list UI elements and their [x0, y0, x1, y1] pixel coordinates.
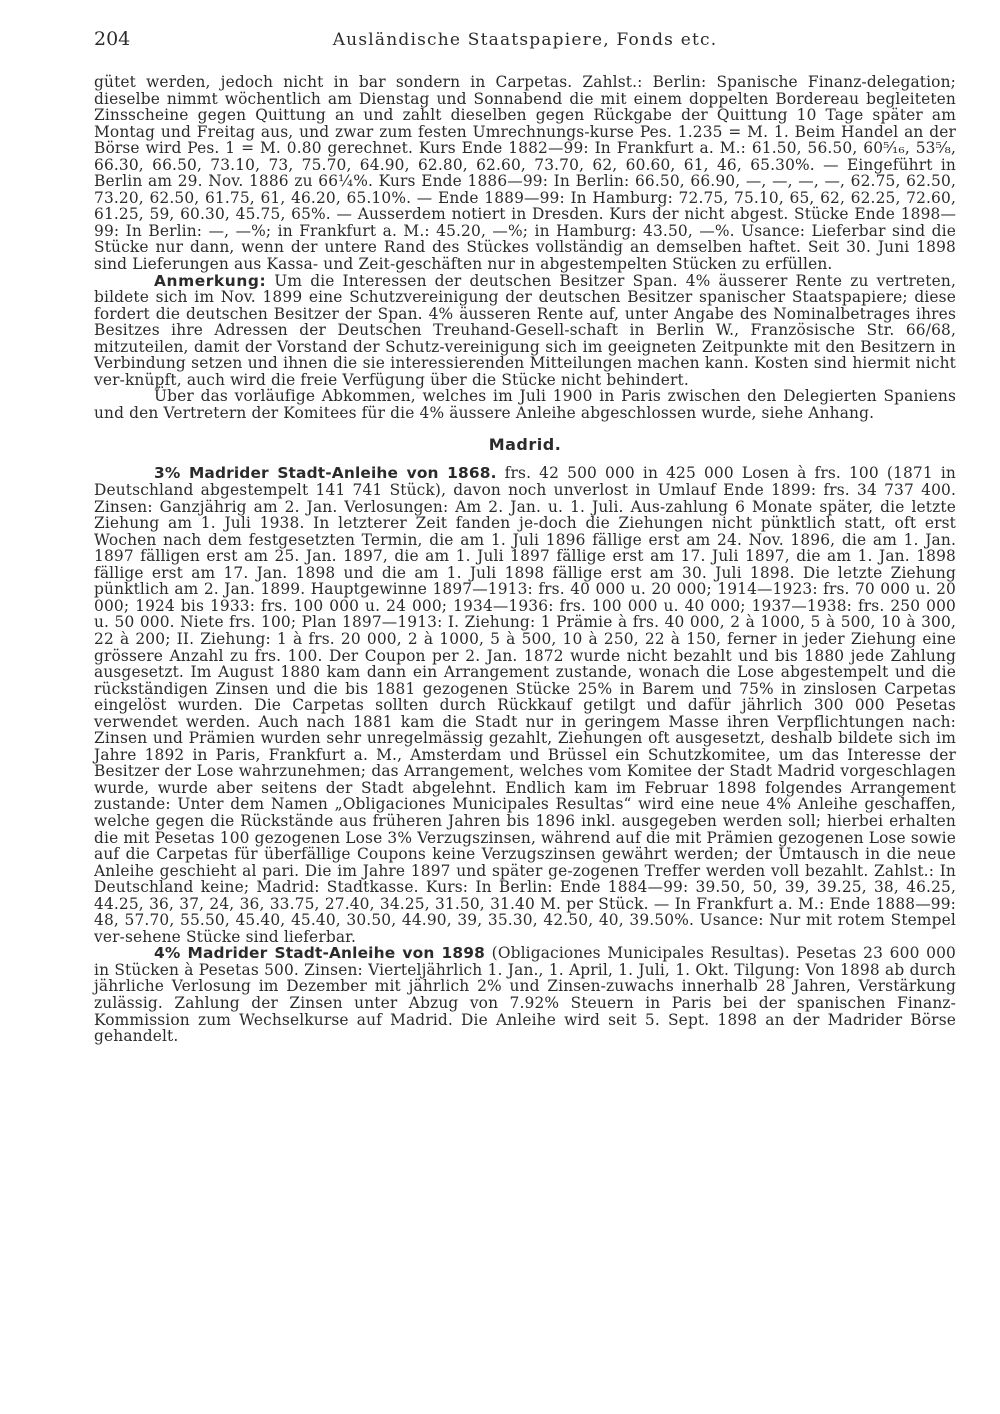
paragraph-note [94, 273, 956, 389]
section-heading-madrid: Madrid. [488, 435, 562, 455]
entry-title-1898: 4% Madrider Stadt-Anleihe von 1898 [154, 944, 485, 963]
running-title: Ausländische Staatspapiere, Fonds etc. [332, 30, 718, 50]
entry-text-1868: frs. 42 500 000 in 425 000 Losen à frs. 100 (1871 in Deutschland abgestempelt 141 741 Stück), davon noch unverlost in Umlauf Ende 1899: frs. 34 737 400. Zinsen: Ganzjährig am 2. Jan. Verlosungen: Am 2. Jan. u. 1. Juli. Aus-zahlung 6 Monate später, die letzte Ziehung am 1. Juli 1938. In letzterer Zeit fanden je-doch die Ziehungen nicht pünktlich statt, oft erst Wochen nach dem festgesetzten Termin, die am 1. Juli 1896 fällige erst am 24. Nov. 1896, die am 1. Jan. 1897 fälligen erst am 25. Jan. 1897, die am 1. Juli 1897 fällige erst am 17. Juli 1897, die am 1. Jan. 1898 fällige erst am 17. Jan. 1898 und die am 1. Juli 1898 fällige erst am 30. Juli 1898. Die letzte Ziehung pünktlich am 2. Jan. 1899. Hauptgewinne 1897—1913: frs. 40 000 u. 20 000; 1914—1923: frs. 70 000 u. 20 000; 1924 bis 1933: frs. 100 000 u. 24 000; 1934—1936: frs. 100 000 u. 40 000; 1937—1938: frs. 250 000 u. 50 000. Niete frs. 100; Plan 1897—1913: I. Ziehung: 1 Prämie à frs. 40 000, 2 à 1000, 5 à 500, 10 à 300, 22 à 200; II. Ziehung: 1 à frs. 20 000, 2 à 1000, 5 à 500, 10 à 250, 22 à 150, ferner in jeder Ziehung eine grössere Anzahl zu frs. 100. Der Coupon per 2. Jan. 1872 wurde nicht bezahlt und bis 1880 jede Zahlung ausgesetzt. Im August 1880 kam dann ein Arrangement zustande, wonach die Lose abgestempelt und die rückständigen Zinsen und die bis 1881 gezogenen Stücke 25% in Barem und 75% in zinslosen Carpetas eingelöst wurden. Die Carpetas sollten durch Rückkauf getilgt und dafür jährlich 300 000 Pesetas verwendet werden. Auch nach 1881 kam die Stadt nur in geringem Masse ihren Verpflichtungen nach: Zinsen und Prämien wurden sehr unregelmässig gezahlt, Ziehungen oft ausgesetzt, deshalb bildete sich im Jahre 1892 in Paris, Frankfurt a. M., Amsterdam und Brüssel ein Schutzkomitee, um das Interesse der Besitzer der Lose wahrzunehmen; das Arrangement, welches vom Komitee der Stadt Madrid vorgeschlagen wurde, wurde aber seitens der Stadt abgelehnt. Endlich kam im Februar 1898 folgendes Arrangement zustande: Unter dem Namen „Obligaciones Municipales Resultas“ wird eine neue 4% Anleihe geschaffen, welche gegen die Rückstände aus früheren Jahren bis 1896 inkl. ausgegeben werden soll; hierbei erhalten die mit Pesetas 100 gezogenen Lose 3% Verzugszinsen, während auf die mit Prämien gezogenen Lose sowie auf die Carpetas für überfällige Coupons keine Verzugszinsen gewährt werden; der Umtausch in die neue Anleihe geschieht al pari. Die im Jahre 1897 und später ge-zogenen Treffer werden voll bezahlt. Zahlst.: In Deutschland keine; Madrid: Stadtkasse. Kurs: In Berlin: Ende 1884—99: 39.50, 50, 39, 39.25, 38, 46.25, 44.25, 36, 37, 24, 36, 33.75, 27.40, 34.25, 31.50, 31.40 M. per Stück. — In Frankfurt a. M.: Ende 1888—99: 48, 57.70, 55.50, 45.40, 45.40, 30.50, 44.90, 39, 35.30, 42.50, 40, 39.50%. Usance: Nur mit rotem Stempel ver-sehene Stücke sind lieferbar. [94, 464, 956, 946]
paragraph-spanish-rente-continued: gütet werden, jedoch nicht in bar sondern in Carpetas. Zahlst.: Berlin: Spanische Finanz-delegation; dieselbe nimmt wöchentlich am Dienstag und Sonnabend die mit einem doppelten Bordereau begleiteten Zinsscheine gegen Quittung an und zahlt dieselben gegen Rückgabe der Quittung 10 Tage später am Montag und Freitag aus, und zwar zum festen Umrechnungs-kurse Pes. 1.235 = M. 1. Beim Handel an der Börse wird Pes. 1 = M. 0.80 gerechnet. Kurs Ende 1882—99: In Frankfurt a. M.: 61.50, 56.50, 60⁵⁄₁₆, 53⁵⁄₈, 66.30, 66.50, 73.10, 73, 75.70, 64.90, 62.80, 62.60, 73.70, 62, 60.60, 61, 46, 65.30%. — Eingeführt in Berlin am 29. Nov. 1886 zu 66¼%. Kurs Ende 1886—99: In Berlin: 66.50, 66.90, —, —, —, —, 62.75, 62.50, 73.20, 62.50, 61.75, 61, 46.20, 65.10%. — Ende 1889—99: In Hamburg: 72.75, 75.10, 65, 62, 62.25, 72.60, 61.25, 59, 60.30, 45.75, 65%. — Ausserdem notiert in Dresden. Kurs der nicht abgest. Stücke Ende 1898—99: In Berlin: —, —%; in Frankfurt a. M.: 45.20, —%; in Hamburg: 43.50, —%. Usance: Lieferbar sind die Stücke nur dann, wenn der untere Rand des Stückes vollständig an demselben haftet. Seit 30. Juni 1898 sind Lieferungen aus Kassa- und Zeit-geschäften nur in abgestempelten Stücken zu erfüllen. [94, 73, 956, 274]
note-text: Um die Interessen der deutschen Besitzer Span. 4% äusserer Rente zu vertreten, bildete sich im Nov. 1899 eine Schutzvereinigung der deutschen Besitzer spanischer Staatspapiere; diese fordert die deutschen Besitzer der Span. 4% äusseren Rente auf, unter Angabe des Nominalbetrages ihres Besitzes ihre Adressen der Deutschen Treuhand-Gesell-schaft in Berlin W., Französische Str. 66/68, mitzuteilen, damit der Vorstand der Schutz-vereinigung sich im geeigneten Zeitpunkte mit den Besitzern in Verbindung setzen und ihnen die sie interessierenden Mitteilungen machen kann. Kosten sind hiermit nicht ver-knüpft, auch wird die freie Verfügung über die Stücke nicht behindert. [94, 271, 956, 389]
entry-madrid-1868 [94, 465, 956, 945]
entry-text-1898: (Obligaciones Municipales Resultas). Pesetas 23 600 000 in Stücken à Pesetas 500. Zinsen: Vierteljährlich 1. Jan., 1. April, 1. Juli, 1. Okt. Tilgung: Von 1898 ab durch jährliche Verlosung im Dezember mit jährlich 2% und Zinsen-zuwachs innerhalb 28 Jahren, Verstärkung zulässig. Zahlung der Zinsen unter Abzug von 7.92% Steuern in Paris bei der spanischen Finanz-Kommission zum Wechselkurse auf Madrid. Die Anleihe wird seit 5. Sept. 1898 an der Madrider Börse gehandelt. [94, 944, 956, 1046]
entry-title-1868: 3% Madrider Stadt-Anleihe von 1868. [154, 464, 497, 483]
page-number: 204 [94, 28, 131, 50]
document-page [94, 28, 956, 1045]
paragraph-agreement: Über das vorläufige Abkommen, welches im Juli 1900 in Paris zwischen den Delegierten Spaniens und den Vertretern der Komitees für die 4% äussere Anleihe abgeschlossen wurde, siehe Anhang. [94, 387, 956, 422]
entry-madrid-1898 [94, 945, 956, 1044]
running-head [94, 28, 956, 58]
note-label: Anmerkung: [154, 271, 267, 290]
